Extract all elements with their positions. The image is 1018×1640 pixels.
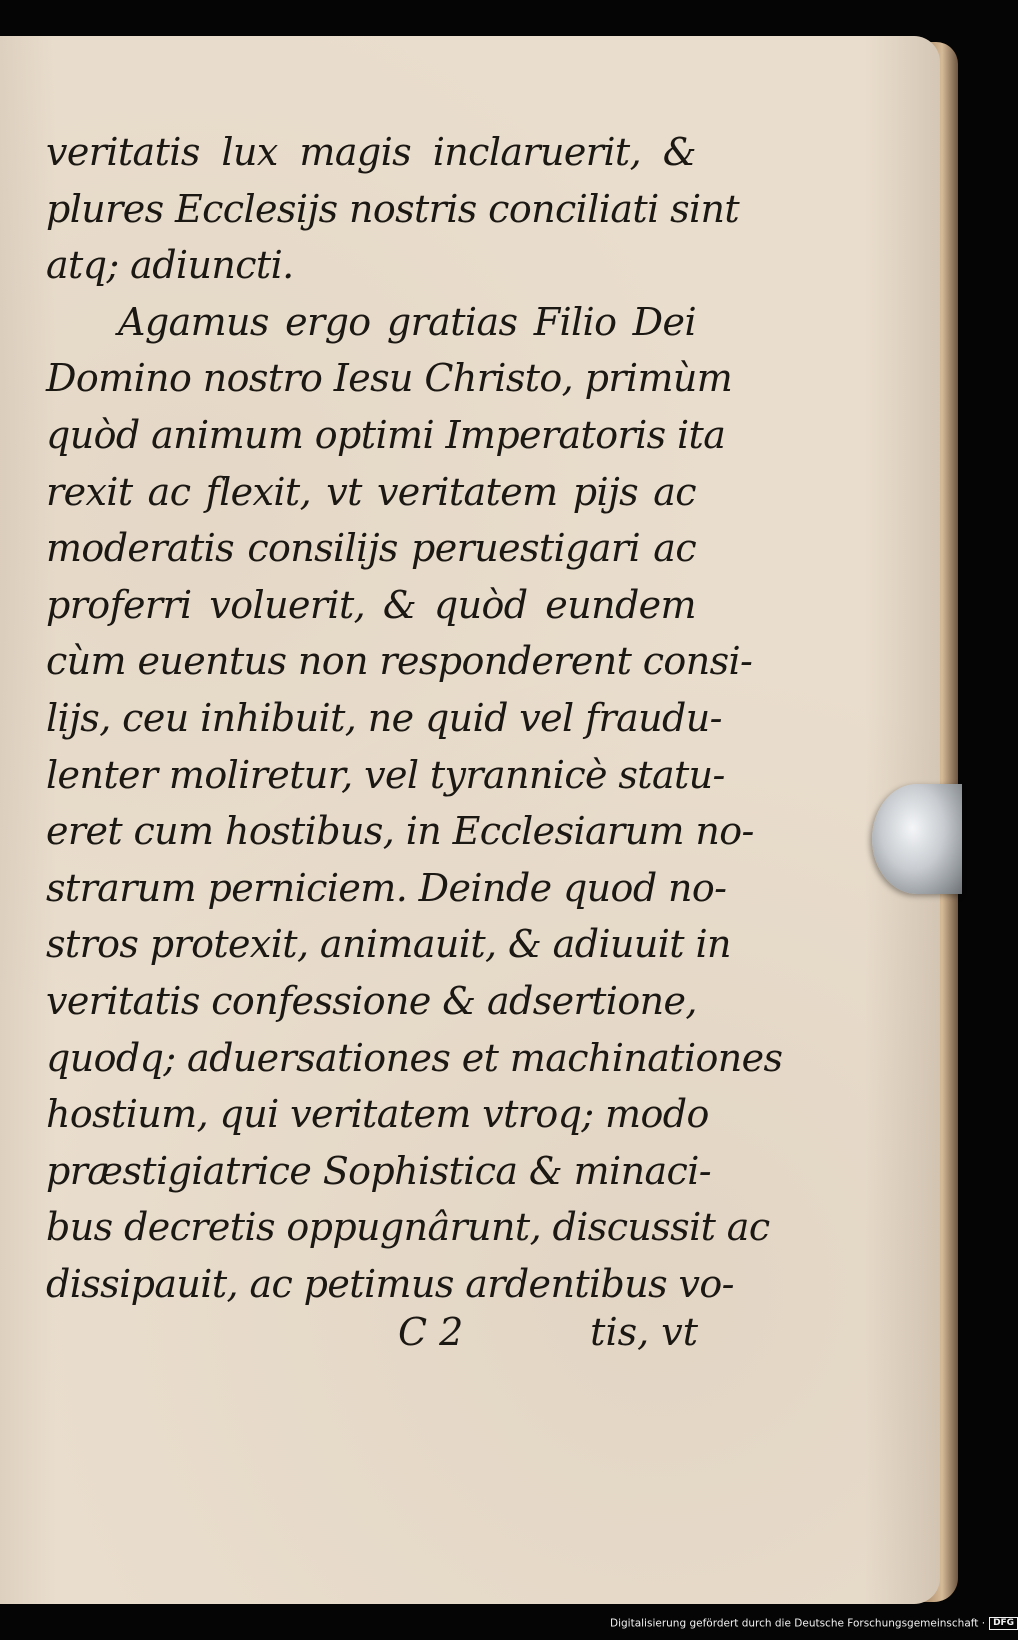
text-line: proferri voluerit, & quòd eundem	[46, 582, 696, 627]
text-line: quòd animum optimi Imperatoris ita	[46, 412, 726, 457]
text-line: cùm euentus non responderent consi-	[46, 639, 753, 684]
text-line: moderatis consilijs peruestigari ac	[46, 526, 696, 571]
signature-mark: C 2	[398, 1310, 464, 1354]
text-line: eret cum hostibus, in Ecclesiarum no-	[46, 809, 754, 854]
text-line: Domino nostro Iesu Christo, primùm	[46, 356, 733, 401]
page-text	[46, 124, 783, 1312]
text-line: bus decretis oppugnârunt, discussit ac	[46, 1205, 770, 1250]
dfg-logo: DFG	[989, 1617, 1018, 1630]
text-line: veritatis confessione & adsertione,	[46, 978, 697, 1023]
text-line: plures Ecclesijs nostris conciliati sint	[46, 186, 740, 231]
text-line: Agamus ergo gratias Filio Dei	[118, 299, 696, 344]
text-line: hostium, qui veritatem vtroq; modo	[46, 1092, 709, 1137]
text-line: stros protexit, animauit, & adiuuit in	[46, 922, 731, 967]
text-line: lenter moliretur, vel tyrannicè statu-	[46, 752, 725, 797]
text-line: præstigiatrice Sophistica & minaci-	[46, 1148, 712, 1193]
credit-text: Digitalisierung gefördert durch die Deutsche Forschungsgemeinschaft ·	[610, 1617, 986, 1630]
page-footer	[398, 1310, 698, 1366]
page-clip	[872, 784, 962, 894]
catchword: tis, vt	[590, 1310, 698, 1354]
text-line: rexit ac flexit, vt veritatem pijs ac	[46, 469, 696, 514]
text-line: strarum perniciem. Deinde quod no-	[46, 865, 727, 910]
text-line: dissipauit, ac petimus ardentibus vo-	[46, 1261, 734, 1306]
text-line: veritatis lux magis inclaruerit, &	[46, 130, 696, 174]
text-line: quodq; aduersationes et machinationes	[46, 1035, 783, 1080]
text-line: atq; adiuncti.	[46, 243, 294, 288]
digitization-credit	[610, 1617, 1018, 1630]
text-line: lijs, ceu inhibuit, ne quid vel fraudu-	[46, 695, 722, 740]
